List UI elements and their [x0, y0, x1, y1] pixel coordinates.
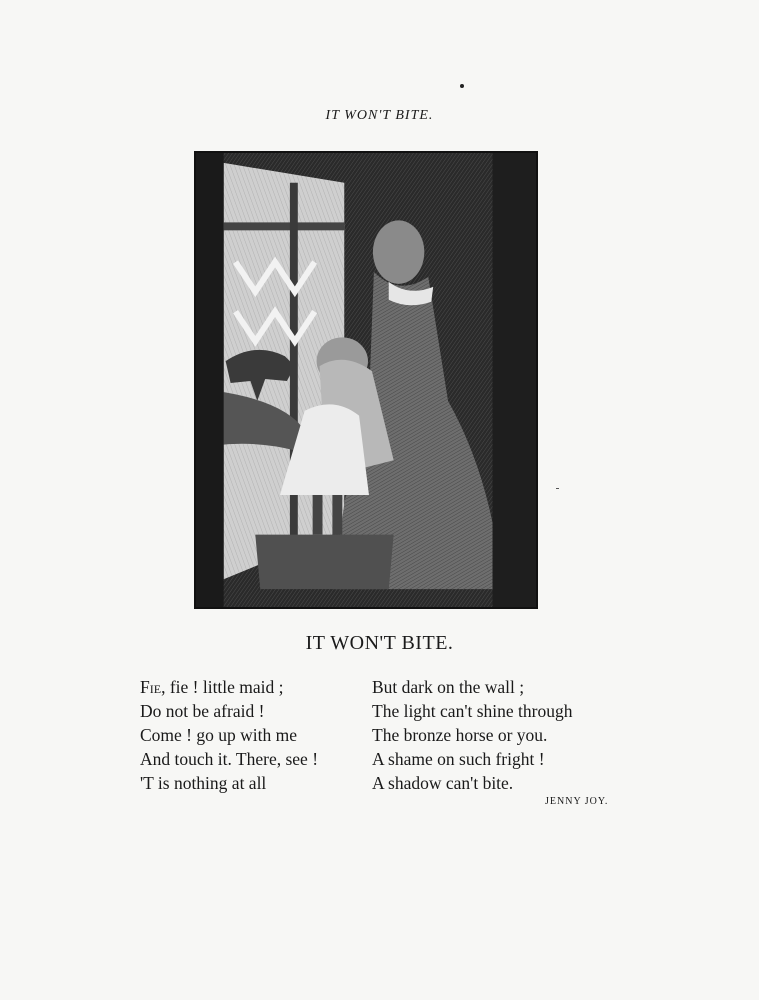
running-head: IT WON'T BITE. [325, 108, 434, 123]
poem-line: Come ! go up with me [140, 725, 297, 745]
poem-line: The light can't shine through [372, 701, 573, 721]
line-rest: , fie ! little maid ; [161, 677, 284, 697]
page-speck [556, 488, 559, 489]
poem-line: The bronze horse or you. [372, 725, 548, 745]
poem-left-column [140, 675, 318, 795]
poem-line: A shadow can't bite. [372, 773, 514, 793]
poem-line: A shame on such fright ! [372, 749, 545, 769]
poem-line [140, 675, 318, 699]
poem-line: And touch it. There, see ! [140, 749, 319, 769]
engraving-illustration [194, 151, 538, 609]
page-speck [460, 84, 464, 88]
poem-line: Do not be afraid ! [140, 701, 265, 721]
poem-line: 'T is nothing at all [140, 773, 267, 793]
engraving-image [196, 153, 536, 607]
poem-right-column [372, 675, 572, 795]
poem-author: JENNY JOY. [545, 796, 609, 807]
poem-line: But dark on the wall ; [372, 677, 525, 697]
drop-word: Fie [140, 677, 162, 697]
poem-title: IT WON'T BITE. [305, 632, 454, 654]
